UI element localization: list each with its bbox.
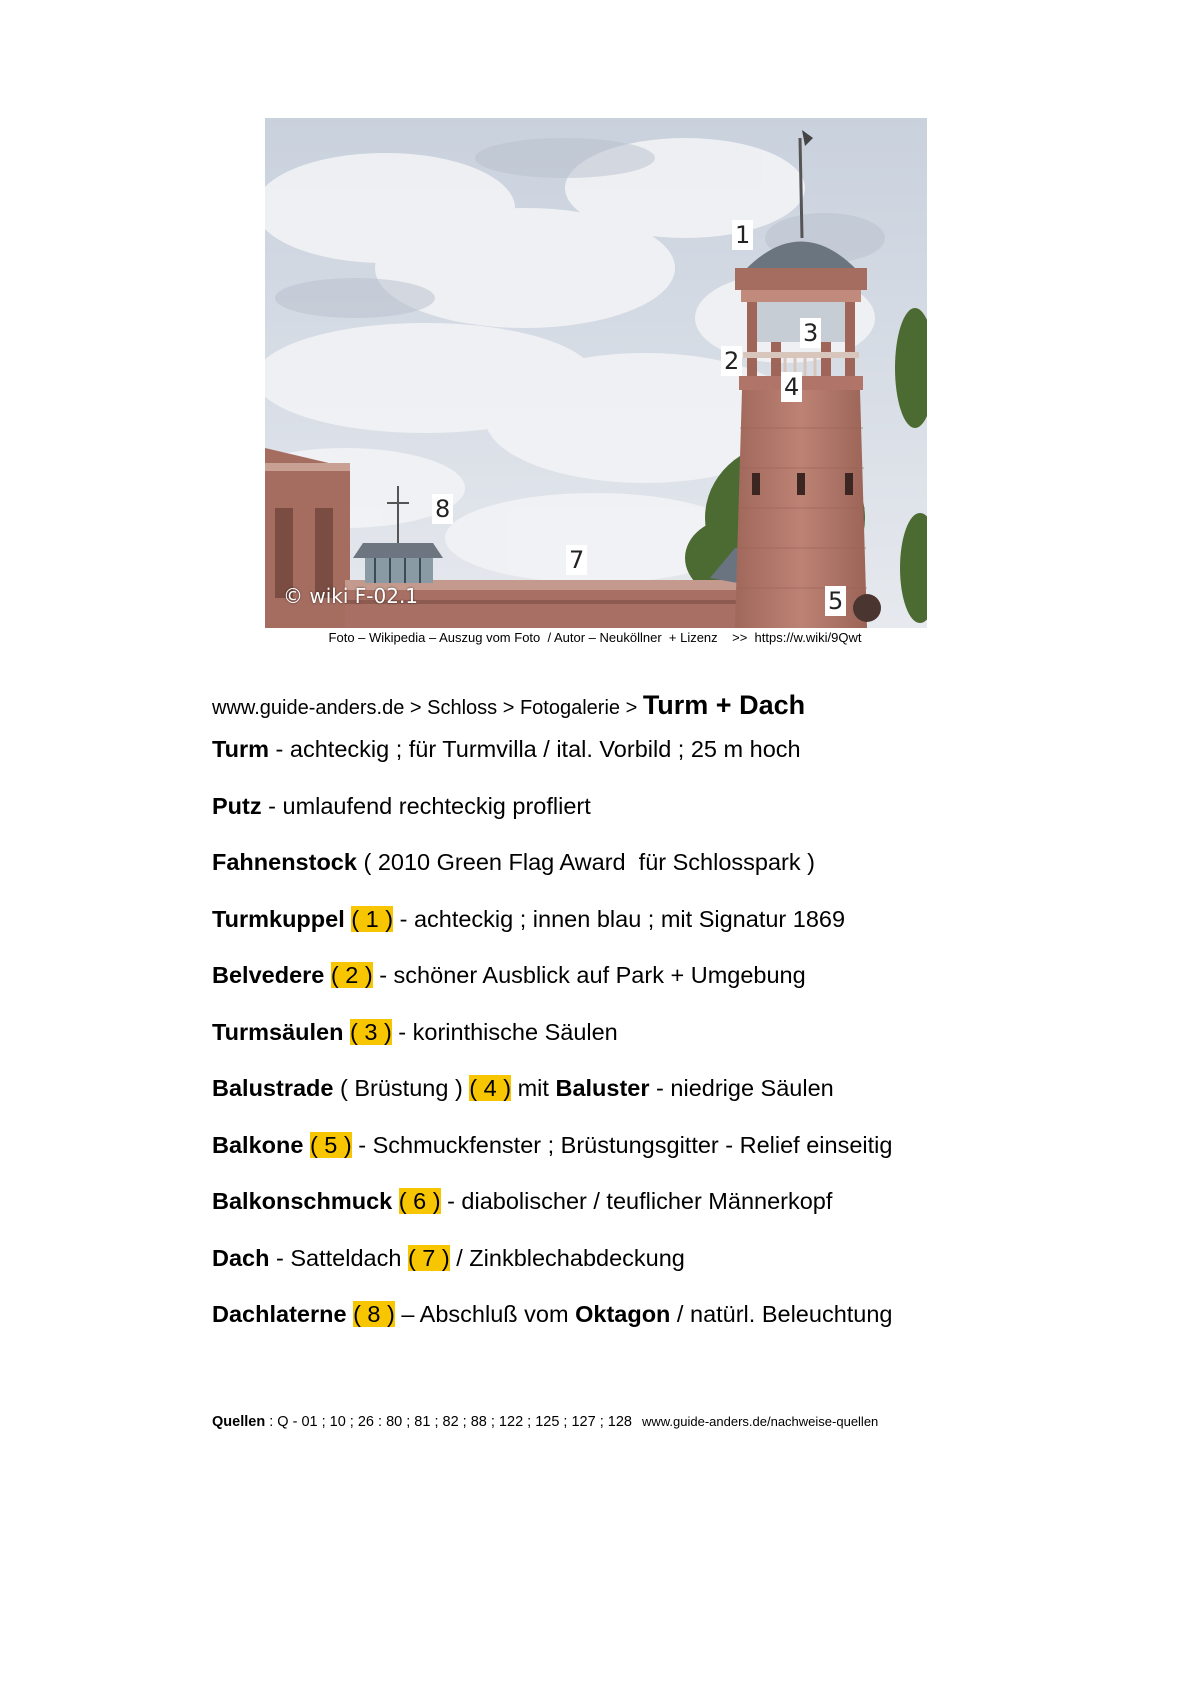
list-item [212,734,1012,791]
item-desc: - achteckig ; für Turmvilla / ital. Vorbild ; 25 m hoch [269,736,801,762]
list-item [212,1186,1012,1243]
photo-caption-text: Foto – Wikipedia – Auszug vom Foto / Autor – Neuköllner + Lizenz >> https://w.wiki/9Qwt [328,630,862,645]
photo-caption [0,630,1190,645]
item-desc: - umlaufend rechteckig profliert [261,792,591,819]
marker-7: 7 [566,545,587,575]
item-number-badge: ( 7 ) [407,1244,450,1271]
item-term-secondary: Oktagon [575,1301,671,1327]
sources-link[interactable]: www.guide-anders.de/nachweise-quellen [641,1414,879,1429]
item-desc: ( 2010 Green Flag Award für Schlosspark ) [356,849,815,875]
item-number-badge: ( 6 ) [398,1188,441,1214]
list-item [212,1243,1012,1300]
item-desc: mit [511,1075,556,1101]
marker-5: 5 [825,586,846,616]
item-pre [303,1132,310,1158]
list-item [212,904,1012,961]
item-pre: - Satteldach [269,1244,408,1271]
item-number-badge: ( 4 ) [469,1075,512,1101]
item-term-secondary: Baluster [555,1075,650,1101]
item-term: Turm [212,736,270,762]
item-pre [343,1019,350,1045]
list-item [212,960,1012,1017]
item-desc: - diabolischer / teuflicher Männerkopf [440,1188,833,1214]
list-item [212,1017,1012,1074]
item-number-badge: ( 5 ) [309,1131,352,1158]
marker-2: 2 [721,346,742,376]
item-term: Dachlaterne [212,1301,347,1327]
breadcrumb-path: www.guide-anders.de > Schloss > Fotogalerie > [212,697,643,719]
item-term: Balustrade [212,1075,334,1101]
item-term: Turmkuppel [212,905,345,932]
item-term: Balkone [212,1131,304,1158]
item-pre [324,962,331,988]
sources-footer [212,1414,878,1430]
marker-3: 3 [800,318,821,348]
item-pre: ( Brüstung ) [333,1075,470,1101]
item-term: Dach [212,1244,270,1271]
item-desc: - schöner Ausblick auf Park + Umgebung [372,962,806,988]
item-term: Balkonschmuck [212,1188,393,1214]
item-number-badge: ( 2 ) [330,962,373,988]
item-desc-secondary: - niedrige Säulen [649,1075,834,1101]
item-desc: – Abschluß vom [394,1301,576,1327]
tower-photo [265,118,927,628]
list-item [212,1130,1012,1187]
sources-text: : Q - 01 ; 10 ; 26 : 80 ; 81 ; 82 ; 88 ; 122 ; 125 ; 127 ; 128 [265,1414,632,1430]
marker-4: 4 [781,372,802,402]
item-desc: - korinthische Säulen [391,1018,618,1045]
item-desc: - Schmuckfenster ; Brüstungsgitter - Relief einseitig [351,1131,893,1158]
list-item [212,1299,1012,1356]
item-number-badge: ( 8 ) [353,1301,395,1327]
item-term: Putz [212,792,262,819]
list-item [212,847,1012,904]
item-pre [392,1188,399,1214]
item-number-badge: ( 3 ) [349,1018,392,1045]
item-term: Belvedere [212,962,325,988]
item-term: Turmsäulen [212,1018,344,1045]
breadcrumb [212,688,1012,722]
photo-copyright: © wiki F-02.1 [283,584,419,608]
item-desc-secondary: / natürl. Beleuchtung [670,1301,893,1327]
item-desc: / Zinkblechabdeckung [449,1244,685,1271]
tower-photo-drawing [265,118,927,628]
list-item [212,1073,1012,1130]
item-term: Fahnenstock [212,849,357,875]
sources-label: Quellen [212,1414,266,1430]
item-number-badge: ( 1 ) [351,905,394,932]
list-item [212,791,1012,848]
marker-1: 1 [732,220,753,250]
description-list [212,688,1012,1356]
marker-8: 8 [432,494,453,524]
item-desc: - achteckig ; innen blau ; mit Signatur 1869 [393,905,846,932]
page-title: Turm + Dach [642,690,806,720]
